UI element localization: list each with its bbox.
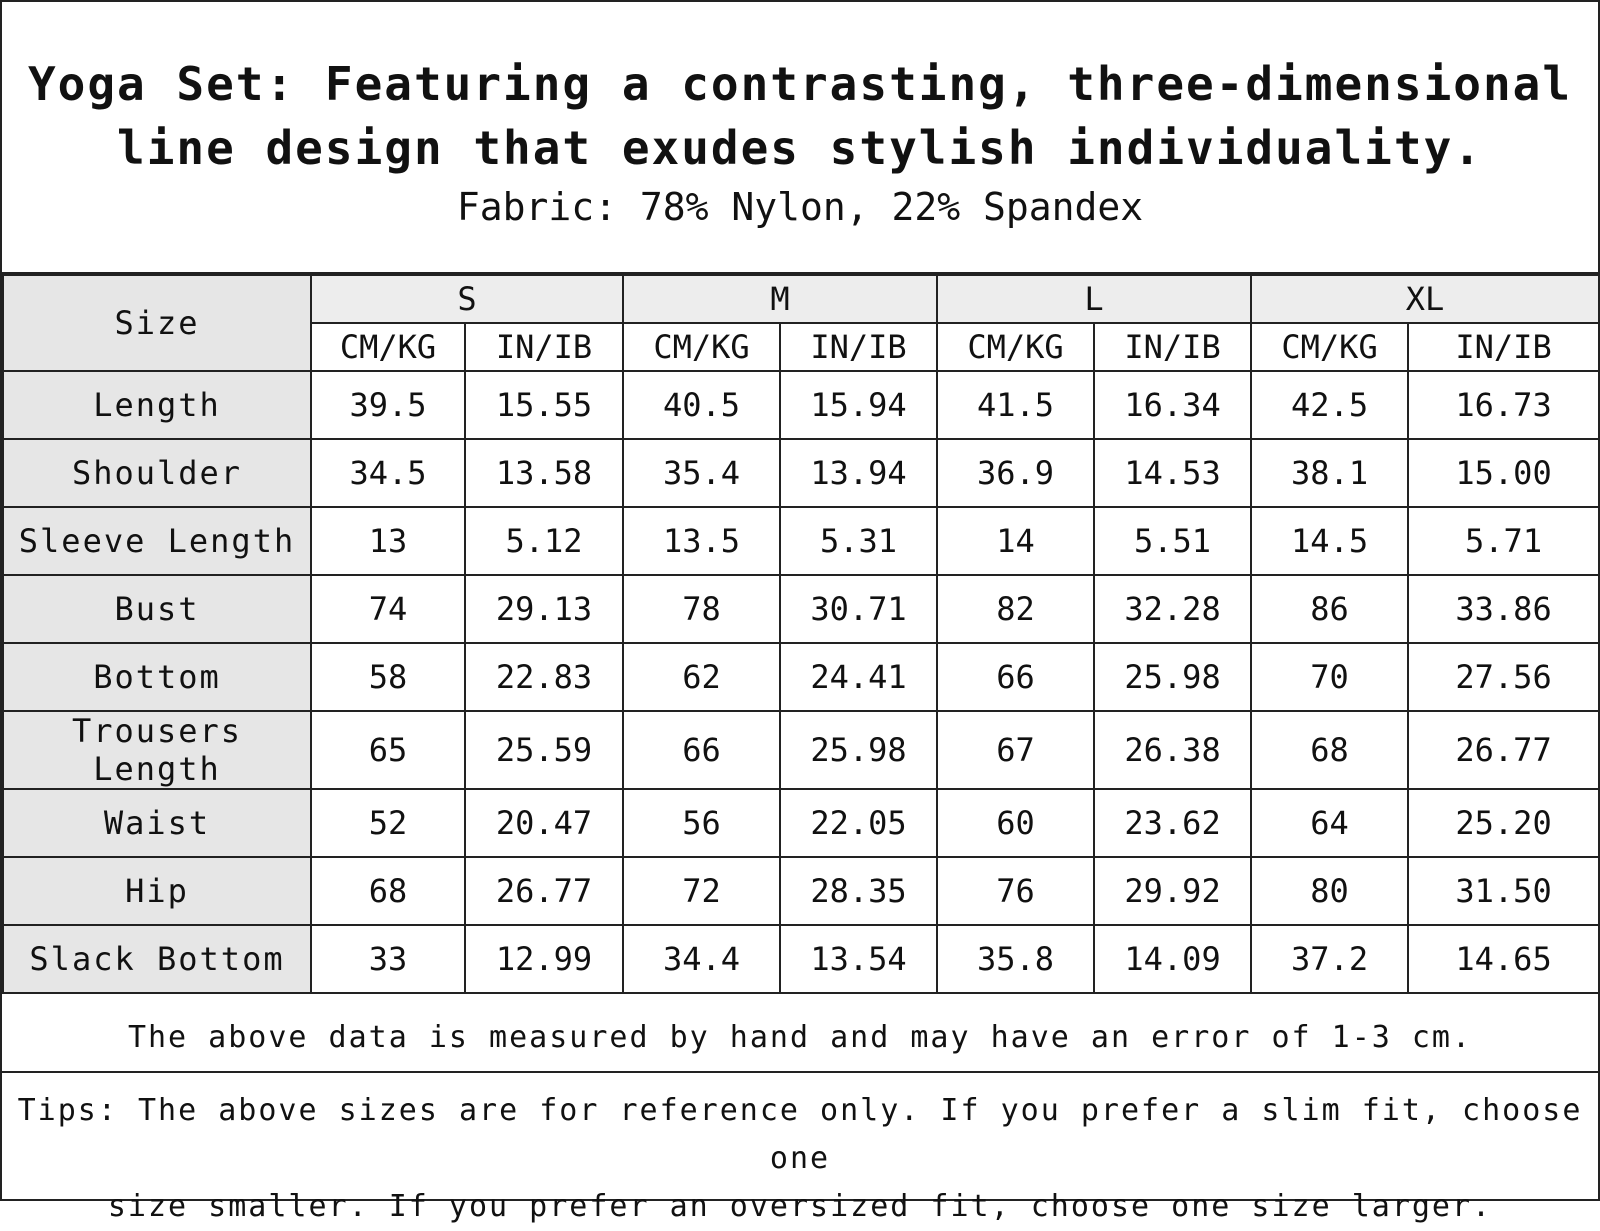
measurement-cell: 67 [937,711,1094,789]
measurement-cell: 15.55 [465,371,623,439]
unit-cm-header: CM/KG [623,323,780,371]
measurement-cell: 13.5 [623,507,780,575]
size-m-header: M [623,275,937,323]
row-label: Trousers Length [3,711,311,789]
measurement-cell: 13.94 [780,439,937,507]
table-row [3,925,1599,993]
row-label: Hip [3,857,311,925]
size-table-body [3,275,1599,993]
measurement-note: The above data is measured by hand and may have an error of 1-3 cm. [2,1005,1598,1073]
unit-cm-header: CM/KG [311,323,465,371]
measurement-cell: 12.99 [465,925,623,993]
table-row [3,575,1599,643]
measurement-cell: 31.50 [1408,857,1599,925]
row-label: Bust [3,575,311,643]
tips-line-2: size smaller. If you prefer an oversized fit, choose one size larger. [107,1189,1493,1224]
row-label: Waist [3,789,311,857]
measurement-cell: 24.41 [780,643,937,711]
measurement-cell: 26.77 [465,857,623,925]
measurement-cell: 33.86 [1408,575,1599,643]
measurement-cell: 58 [311,643,465,711]
measurement-cell: 14.53 [1094,439,1251,507]
measurement-cell: 60 [937,789,1094,857]
size-s-header: S [311,275,623,323]
measurement-cell: 56 [623,789,780,857]
row-label: Shoulder [3,439,311,507]
measurement-cell: 33 [311,925,465,993]
measurement-cell: 40.5 [623,371,780,439]
measurement-cell: 32.28 [1094,575,1251,643]
measurement-cell: 13.54 [780,925,937,993]
unit-in-header: IN/IB [1094,323,1251,371]
row-label: Length [3,371,311,439]
table-row [3,507,1599,575]
measurement-cell: 62 [623,643,780,711]
measurement-cell: 76 [937,857,1094,925]
measurement-cell: 41.5 [937,371,1094,439]
measurement-cell: 13 [311,507,465,575]
measurement-cell: 14.09 [1094,925,1251,993]
measurement-cell: 5.31 [780,507,937,575]
measurement-cell: 29.92 [1094,857,1251,925]
unit-cm-header: CM/KG [937,323,1094,371]
measurement-cell: 20.47 [465,789,623,857]
measurement-cell: 25.98 [1094,643,1251,711]
unit-cm-header: CM/KG [1251,323,1408,371]
size-xl-header: XL [1251,275,1599,323]
size-l-header: L [937,275,1251,323]
measurement-cell: 15.94 [780,371,937,439]
measurement-cell: 25.59 [465,711,623,789]
measurement-cell: 29.13 [465,575,623,643]
title-line-2: line design that exudes stylish individuality. [117,121,1483,175]
measurement-cell: 66 [937,643,1094,711]
measurement-cell: 5.12 [465,507,623,575]
measurement-cell: 30.71 [780,575,937,643]
measurement-cell: 5.51 [1094,507,1251,575]
fabric-composition: Fabric: 78% Nylon, 22% Spandex [456,185,1144,229]
measurement-cell: 39.5 [311,371,465,439]
table-row [3,439,1599,507]
table-row [3,789,1599,857]
measurement-cell: 14.65 [1408,925,1599,993]
size-table [2,274,1600,994]
measurement-cell: 68 [1251,711,1408,789]
measurement-cell: 14.5 [1251,507,1408,575]
measurement-cell: 38.1 [1251,439,1408,507]
measurement-cell: 80 [1251,857,1408,925]
row-label: Slack Bottom [3,925,311,993]
unit-in-header: IN/IB [780,323,937,371]
chart-title [2,52,1598,180]
measurement-cell: 13.58 [465,439,623,507]
measurement-cell: 35.4 [623,439,780,507]
size-header-row [3,275,1599,323]
measurement-cell: 78 [623,575,780,643]
measurement-cell: 25.98 [780,711,937,789]
table-row [3,711,1599,789]
measurement-cell: 65 [311,711,465,789]
row-label: Bottom [3,643,311,711]
tips-line-1: Tips: The above sizes are for reference only. If you prefer a slim fit, choose one [17,1093,1583,1176]
table-row [3,857,1599,925]
measurement-cell: 86 [1251,575,1408,643]
measurement-cell: 16.34 [1094,371,1251,439]
measurement-cell: 35.8 [937,925,1094,993]
measurement-cell: 34.4 [623,925,780,993]
measurement-cell: 68 [311,857,465,925]
measurement-cell: 72 [623,857,780,925]
measurement-cell: 22.83 [465,643,623,711]
measurement-cell: 15.00 [1408,439,1599,507]
measurement-cell: 70 [1251,643,1408,711]
measurement-cell: 34.5 [311,439,465,507]
unit-in-header: IN/IB [1408,323,1599,371]
measurement-cell: 82 [937,575,1094,643]
row-label: Sleeve Length [3,507,311,575]
chart-header [2,2,1598,274]
measurement-cell: 5.71 [1408,507,1599,575]
size-corner-label: Size [3,275,311,371]
measurement-cell: 74 [311,575,465,643]
measurement-cell: 23.62 [1094,789,1251,857]
measurement-cell: 37.2 [1251,925,1408,993]
measurement-cell: 52 [311,789,465,857]
table-row [3,643,1599,711]
measurement-cell: 26.38 [1094,711,1251,789]
measurement-cell: 22.05 [780,789,937,857]
measurement-cell: 42.5 [1251,371,1408,439]
measurement-cell: 27.56 [1408,643,1599,711]
measurement-cell: 66 [623,711,780,789]
measurement-cell: 16.73 [1408,371,1599,439]
title-line-1: Yoga Set: Featuring a contrasting, three-dimensional [27,57,1573,111]
measurement-cell: 26.77 [1408,711,1599,789]
measurement-cell: 14 [937,507,1094,575]
measurement-cell: 28.35 [780,857,937,925]
unit-in-header: IN/IB [465,323,623,371]
measurement-cell: 64 [1251,789,1408,857]
measurement-cell: 36.9 [937,439,1094,507]
measurement-cell: 25.20 [1408,789,1599,857]
sizing-tips [2,1073,1598,1224]
table-row [3,371,1599,439]
